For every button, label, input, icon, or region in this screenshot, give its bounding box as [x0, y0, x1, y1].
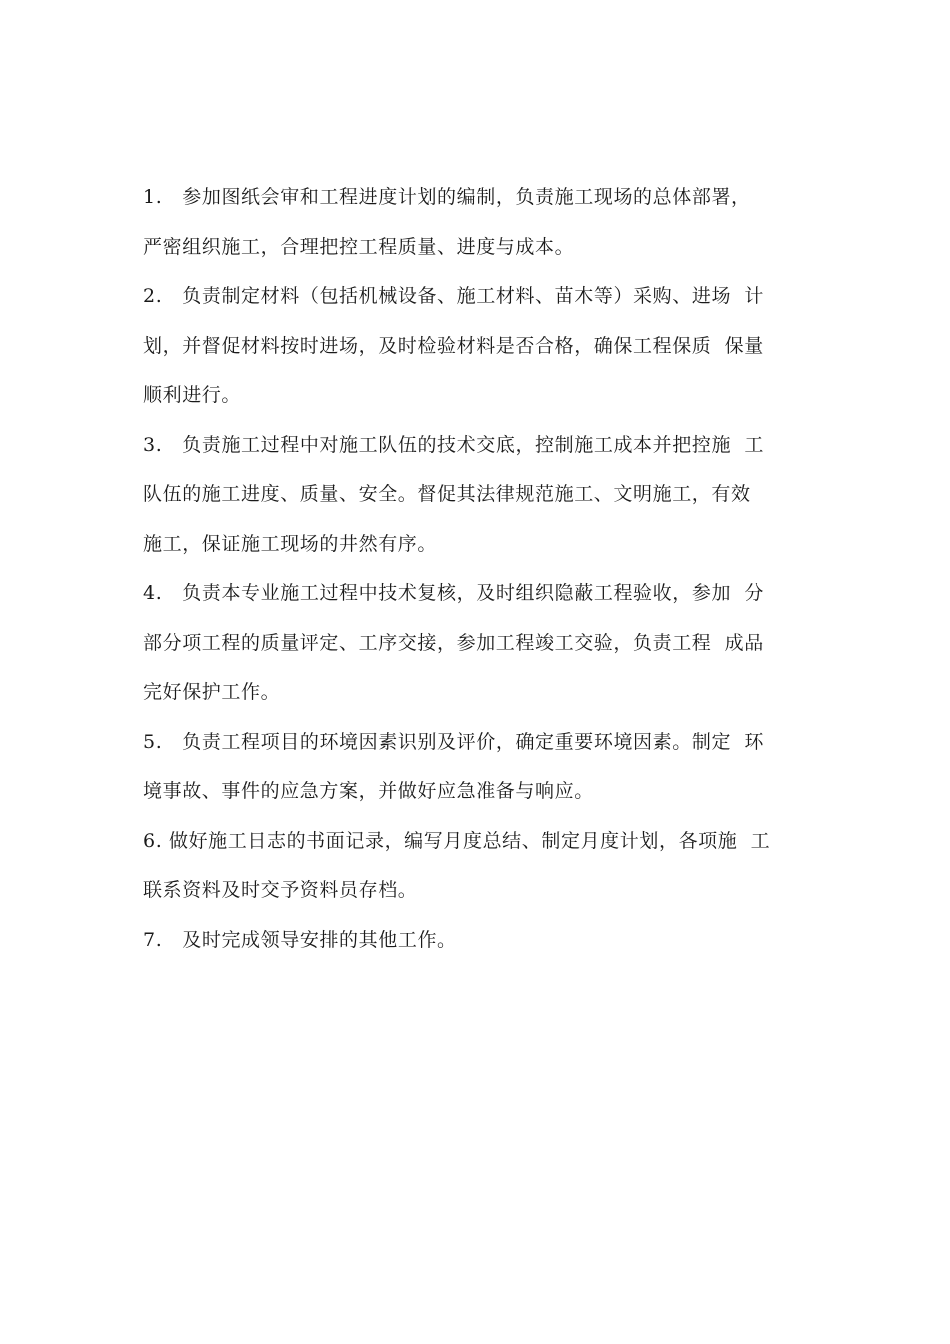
duty-list: [143, 173, 823, 965]
list-item: [143, 718, 823, 817]
text-line: 划，并督促材料按时进场，及时检验材料是否合格，确保工程保质 保量: [143, 334, 764, 357]
text-line: 完好保护工作。: [143, 681, 281, 703]
list-item: [143, 817, 823, 916]
list-item: [143, 916, 823, 966]
list-item: [143, 173, 823, 272]
text-line: 部分项工程的质量评定、工序交接，参加工程竣工交验，负责工程 成品: [143, 631, 764, 654]
text-line: 3. 负责施工过程中对施工队伍的技术交底，控制施工成本并把控施 工: [143, 433, 764, 456]
text-line: 施工，保证施工现场的井然有序。: [143, 532, 438, 555]
text-line: 联系资料及时交予资料员存档。: [143, 879, 418, 901]
list-item: [143, 421, 823, 570]
text-line: 队伍的施工进度、质量、安全。督促其法律规范施工、文明施工，有效: [143, 483, 751, 505]
text-line: 6. 做好施工日志的书面记录，编写月度总结、制定月度计划，各项施 工: [143, 829, 771, 852]
text-line: 顺利进行。: [143, 384, 242, 406]
text-line: 2. 负责制定材料（包括机械设备、施工材料、苗木等）采购、进场 计: [143, 285, 764, 307]
list-item: [143, 569, 823, 718]
text-line: 1. 参加图纸会审和工程进度计划的编制，负责施工现场的总体部署，: [143, 186, 751, 208]
text-line: 4. 负责本专业施工过程中技术复核，及时组织隐蔽工程验收，参加 分: [143, 582, 764, 604]
text-line: 7. 及时完成领导安排的其他工作。: [143, 928, 457, 951]
text-line: 境事故、事件的应急方案，并做好应急准备与响应。: [143, 780, 594, 802]
list-item: [143, 272, 823, 421]
text-line: 5. 负责工程项目的环境因素识别及评价，确定重要环境因素。制定 环: [143, 730, 764, 753]
text-line: 严密组织施工，合理把控工程质量、进度与成本。: [143, 235, 575, 258]
